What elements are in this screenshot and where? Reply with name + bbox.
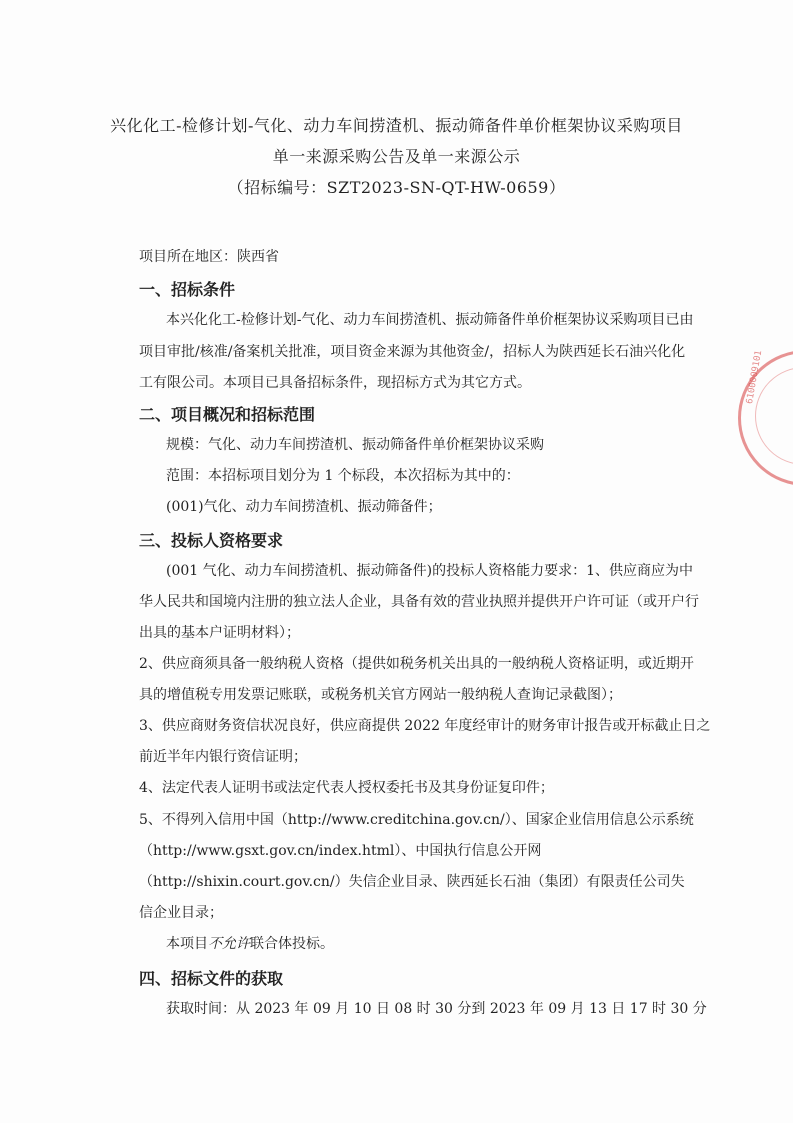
section-3-line: 5、不得列入信用中国（http://www.creditchina.gov.cn/）、国家企业信用信息公示系统 bbox=[139, 812, 694, 828]
section-3-line: 出具的基本户证明材料）； bbox=[139, 625, 300, 641]
section-2-line: 范围：本招标项目划分为 1 个标段，本次招标为其中的： bbox=[166, 468, 520, 484]
consortium-pre: 本项目 bbox=[166, 936, 208, 952]
section-3-line: （http://www.gsxt.gov.cn/index.html）、中国执行信息公开网 bbox=[139, 843, 542, 859]
section-1-line: 工有限公司。本项目已具备招标条件，现招标方式为其它方式。 bbox=[139, 375, 531, 391]
section-4-line: 获取时间：从 2023 年 09 月 10 日 08 时 30 分到 2023 年 09 月 13 日 17 时 30 分 bbox=[166, 1001, 707, 1017]
consortium-italic: 不允许 bbox=[208, 936, 250, 952]
section-1-line: 项目审批/核准/备案机关批准，项目资金来源为其他资金/，招标人为陕西延长石油兴化化 bbox=[139, 344, 686, 360]
section-4-heading: 四、招标文件的获取 bbox=[139, 969, 284, 988]
section-2-heading: 二、项目概况和招标范围 bbox=[139, 405, 316, 424]
section-3-line: 前近半年内银行资信证明； bbox=[139, 749, 307, 765]
section-3-line: 3、供应商财务资信状况良好，供应商提供 2022 年度经审计的财务审计报告或开标截止日之 bbox=[139, 718, 711, 734]
section-3-line: 2、供应商须具备一般纳税人资格（提供如税务机关出具的一般纳税人资格证明，或近期开 bbox=[139, 656, 694, 672]
section-1-heading: 一、招标条件 bbox=[139, 280, 236, 299]
section-2-line: (001)气化、动力车间捞渣机、振动筛备件； bbox=[166, 499, 442, 515]
project-location: 项目所在地区：陕西省 bbox=[139, 249, 279, 265]
section-3-line: (001 气化、动力车间捞渣机、振动筛备件)的投标人资格能力要求：1、供应商应为中 bbox=[166, 563, 694, 579]
section-1-line: 本兴化化工-检修计划-气化、动力车间捞渣机、振动筛备件单价框架协议采购项目已由 bbox=[166, 312, 694, 328]
consortium-post: 联合体投标。 bbox=[250, 936, 334, 952]
page-title-line1: 兴化化工-检修计划-气化、动力车间捞渣机、振动筛备件单价框架协议采购项目 bbox=[110, 116, 683, 135]
section-3-line: 具的增值税专用发票记账联，或税务机关官方网站一般纳税人查询记录截图）； bbox=[139, 687, 622, 703]
company-seal bbox=[738, 350, 793, 486]
tender-number: （招标编号：SZT2023-SN-QT-HW-0659） bbox=[227, 178, 566, 197]
section-3-line: 华人民共和国境内注册的独立法人企业，具备有效的营业执照并提供开户许可证（或开户行 bbox=[139, 594, 699, 610]
section-3-line: 信企业目录； bbox=[139, 905, 223, 921]
section-3-line: （http://shixin.court.gov.cn/）失信企业目录、陕西延长石油（集团）有限责任公司失 bbox=[139, 874, 685, 890]
page-title-line2: 单一来源采购公告及单一来源公示 bbox=[272, 147, 521, 166]
section-3-heading: 三、投标人资格要求 bbox=[139, 531, 284, 550]
company-seal-number: 6100009101 bbox=[745, 349, 765, 405]
company-seal-inner-ring bbox=[755, 367, 793, 465]
section-3-line: 4、法定代表人证明书或法定代表人授权委托书及其身份证复印件； bbox=[139, 780, 554, 796]
consortium-statement bbox=[166, 935, 334, 953]
section-2-line: 规模：气化、动力车间捞渣机、振动筛备件单价框架协议采购 bbox=[166, 437, 544, 453]
